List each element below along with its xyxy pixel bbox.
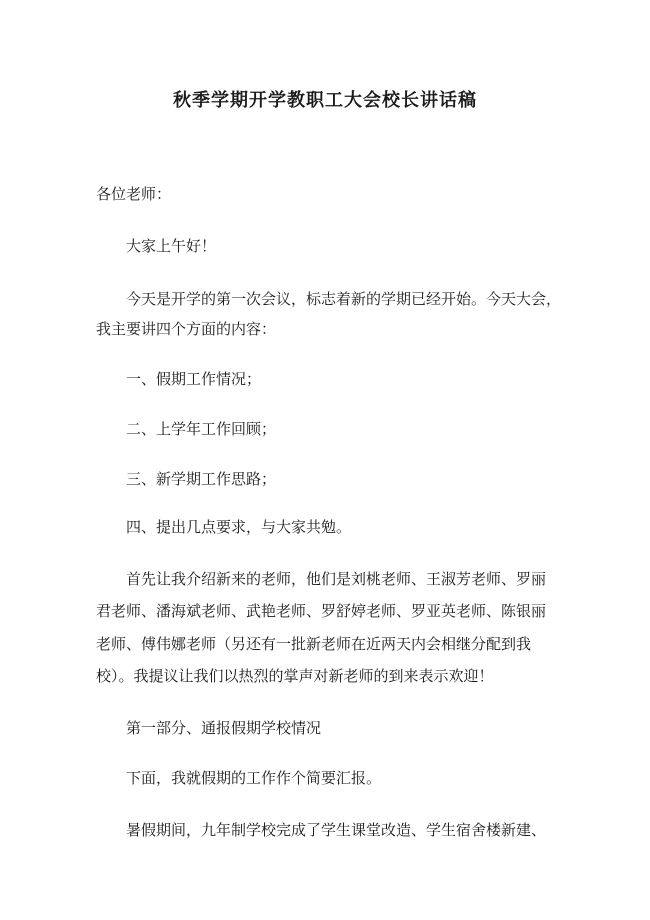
agenda-item-4: 四、提出几点要求，与大家共勉。 <box>126 518 352 536</box>
paragraph-greeting: 大家上午好！ <box>126 237 217 255</box>
paragraph-intro-line-2: 我主要讲四个方面的内容： <box>96 320 277 338</box>
paragraph-new-teachers-line-2: 君老师、潘海斌老师、武艳老师、罗舒婷老师、罗亚英老师、陈银丽 <box>96 602 547 620</box>
agenda-item-1: 一、假期工作情况； <box>126 370 262 388</box>
section-heading-part-1: 第一部分、通报假期学校情况 <box>126 719 322 737</box>
agenda-item-2: 二、上学年工作回顾； <box>126 420 277 438</box>
paragraph-summer-work-line-1: 暑假期间，九年制学校完成了学生课堂改造、学生宿舍楼新建、 <box>126 821 547 839</box>
paragraph-new-teachers-line-1: 首先让我介绍新来的老师，他们是刘桃老师、王淑芳老师、罗丽 <box>126 570 547 588</box>
paragraph-new-teachers-line-3: 老师、傅伟娜老师（另还有一批新老师在近两天内会相继分配到我 <box>96 635 532 653</box>
paragraph-intro-line-1: 今天是开学的第一次会议，标志着新的学期已经开始。今天大会， <box>126 290 562 308</box>
document-title: 秋季学期开学教职工大会校长讲话稿 <box>173 90 477 111</box>
paragraph-new-teachers-line-4: 校）。我提议让我们以热烈的掌声对新老师的到来表示欢迎！ <box>96 667 494 685</box>
agenda-item-3: 三、新学期工作思路； <box>126 470 277 488</box>
paragraph-summary: 下面，我就假期的工作作个简要汇报。 <box>126 769 382 787</box>
salutation: 各位老师： <box>96 185 172 203</box>
